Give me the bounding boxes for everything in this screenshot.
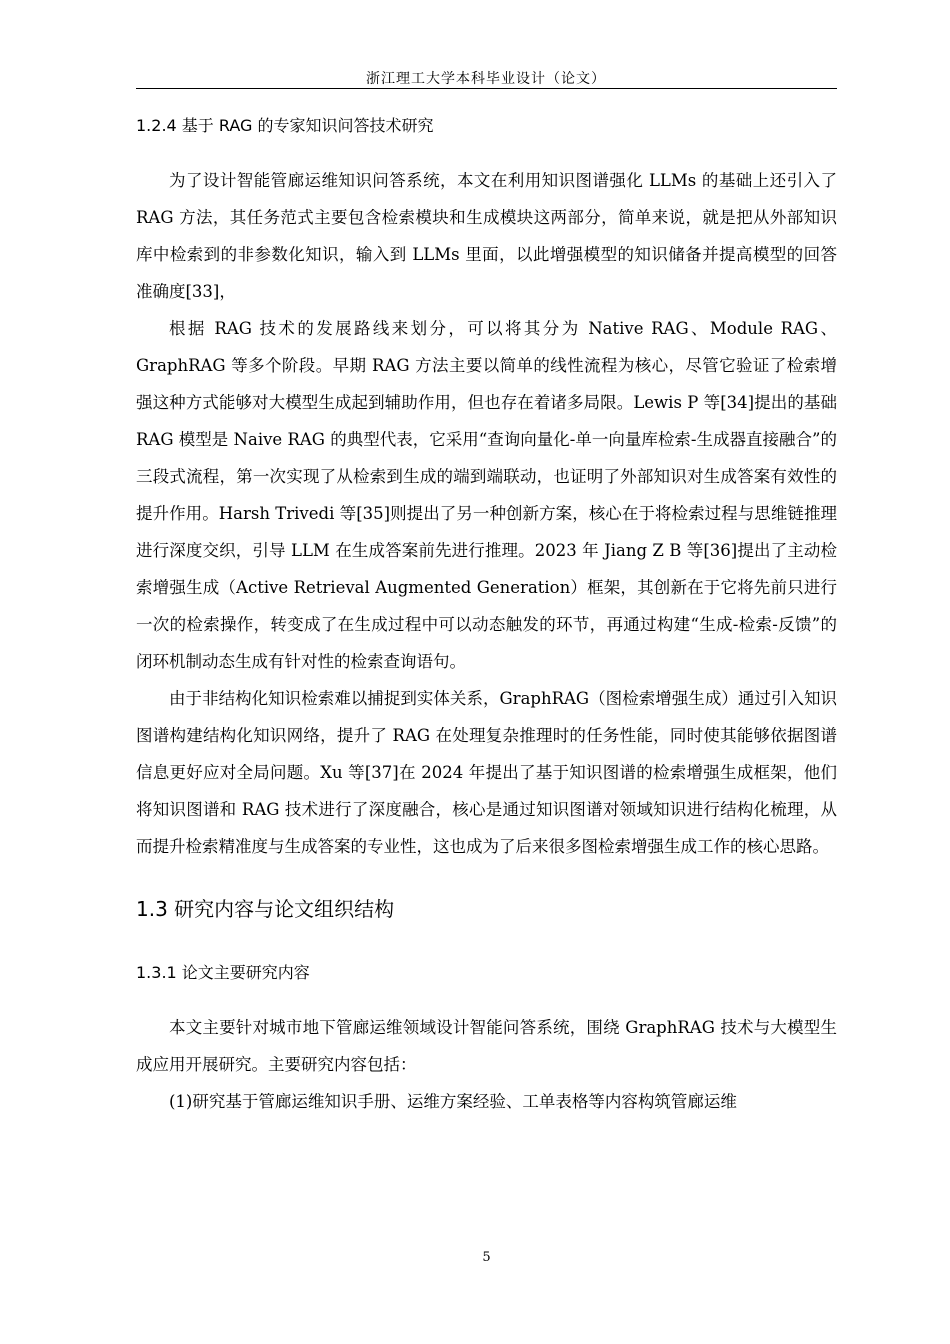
paragraph: 由于非结构化知识检索难以捕捉到实体关系，GraphRAG（图检索增强生成）通过引入知识图谱构建结构化知识网络，提升了 RAG 在处理复杂推理时的任务性能，同时使其能够依据图谱信息更好应对全局问题。Xu 等[37]在 2024 年提出了基于知识图谱的检索增强生成框架，他们将知识图谱和 RAG 技术进行了深度融合，核心是通过知识图谱对领域知识进行结构化梳理，从而提升检索精准度与生成答案的专业性，这也成为了后来很多图检索增强生成工作的核心思路。 xyxy=(136,689,837,856)
running-header: 浙江理工大学本科毕业设计（论文） xyxy=(366,71,606,87)
page-number: 5 xyxy=(482,1250,491,1265)
paragraph: 根据 RAG 技术的发展路线来划分，可以将其分为 Native RAG、Module RAG、GraphRAG 等多个阶段。早期 RAG 方法主要以简单的线性流程为核心，尽管它验证了检索增强这种方式能够对大模型生成起到辅助作用，但也存在着诸多局限。Lewis P 等[34]提出的基础 RAG 模型是 Naive RAG 的典型代表，它采用“查询向量化-单一向量库检索-生成器直接融合”的三段式流程，第一次实现了从检索到生成的端到端联动，也证明了外部知识对生成答案有效性的提升作用。Harsh Trivedi 等[35]则提出了另一种创新方案，核心在于将检索过程与思维链推理进行深度交织，引导 LLM 在生成答案前先进行推理。2023 年 Jiang Z B 等[36]提出了主动检索增强生成（Active Retrieval Augmented Generation）框架，其创新在于它将先前只进行一次的检索操作，转变成了在生成过程中可以动态触发的环节，再通过构建“生成-检索-反馈”的闭环机制动态生成有针对性的检索查询语句。 xyxy=(136,319,837,671)
section-heading-1-3: 1.3 研究内容与论文组织结构 xyxy=(136,897,395,921)
spacer xyxy=(136,144,837,162)
page-body xyxy=(136,108,837,1120)
header-rule xyxy=(136,88,837,89)
paragraph: 本文主要针对城市地下管廊运维领域设计智能问答系统，围绕 GraphRAG 技术与大模型生成应用开展研究。主要研究内容包括： xyxy=(136,1018,837,1074)
subsection-heading-1-2-4: 1.2.4 基于 RAG 的专家知识问答技术研究 xyxy=(136,116,434,135)
paragraph: 为了设计智能管廊运维知识问答系统，本文在利用知识图谱强化 LLMs 的基础上还引入了 RAG 方法，其任务范式主要包含检索模块和生成模块这两部分，简单来说，就是把从外部知识库中检索到的非参数化知识，输入到 LLMs 里面，以此增强模型的知识储备并提高模型的回答准确度[33]， xyxy=(136,171,837,301)
subsection-heading-1-3-1: 1.3.1 论文主要研究内容 xyxy=(136,963,310,982)
spacer xyxy=(136,991,837,1009)
spacer xyxy=(136,865,837,889)
spacer xyxy=(136,929,837,955)
paragraph: (1)研究基于管廊运维知识手册、运维方案经验、工单表格等内容构筑管廊运维 xyxy=(169,1092,737,1111)
